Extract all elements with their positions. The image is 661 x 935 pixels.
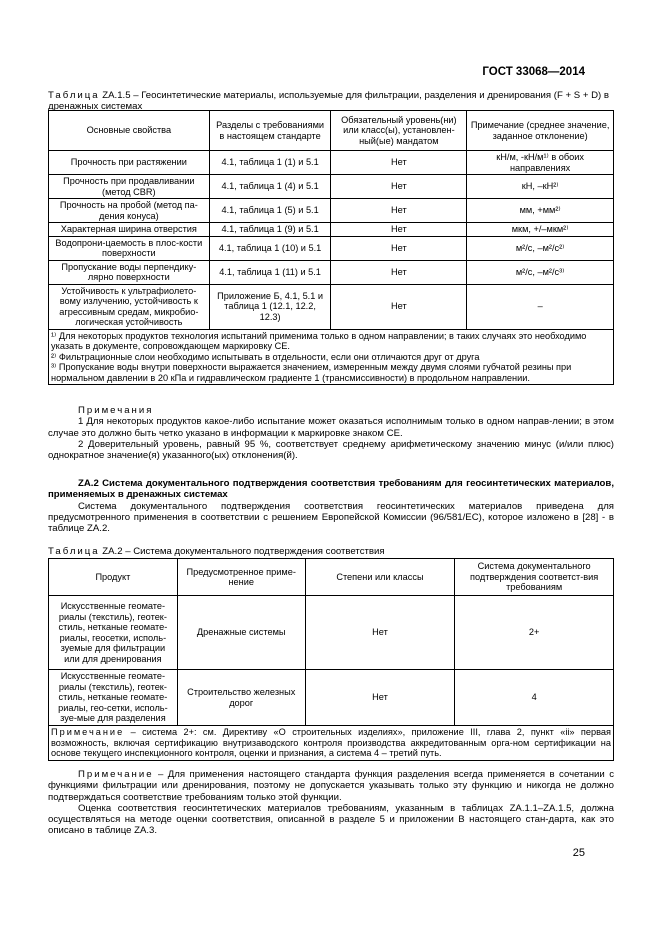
table-cell: – xyxy=(467,284,614,329)
table-cell: Искусственные геомате-риалы (текстиль), геотек-стиль, нетканые геомате-риалы, гео-сетки, исполь-зуе-мые для разделения xyxy=(49,670,178,726)
footnote: ¹⁾ Для некоторых продуктов технология испытаний применима только в одном направлении; в таких случаях это необходимо указать в документе, сопровождающем маркировку CE. xyxy=(51,330,587,352)
table1-caption-text: ZA.1.5 – Геосинтетические материалы, используемые для фильтрации, разделения и дренирования (F + S + D) в дренажных системах xyxy=(48,90,609,112)
table-row xyxy=(49,175,614,199)
table2-caption xyxy=(48,546,614,557)
notes1-block xyxy=(48,405,614,461)
table-cell: Приложение Б, 4.1, 5.1 и таблица 1 (12.1, 12.2, 12.3) xyxy=(209,284,331,329)
table-row xyxy=(49,670,614,726)
page-number: 25 xyxy=(572,847,585,859)
table-cell: м²/с, –м²/с²⁾ xyxy=(467,236,614,260)
table2-note-row xyxy=(49,726,614,761)
table1 xyxy=(48,110,614,385)
table-row xyxy=(49,223,614,237)
footnote: ³⁾ Пропускание воды внутри поверхности выражается значением, измеренным между двумя слоями губчатой резины при нормальном давлении в 20 кПа и гидравлическом градиенте 1 (трансмиссивности) в продольном направлении. xyxy=(51,362,572,383)
table-cell: 2+ xyxy=(455,596,614,670)
table1-caption-word: Таблица xyxy=(48,90,100,101)
table-cell: Дренажные системы xyxy=(177,596,305,670)
table2-note-word: Примечание xyxy=(51,727,125,737)
table-row xyxy=(49,151,614,175)
table-cell: Нет xyxy=(331,284,467,329)
table1-caption xyxy=(48,90,614,112)
table-cell: Прочность при продавливании (метод CBR) xyxy=(49,175,210,199)
table-row xyxy=(49,260,614,284)
table-row xyxy=(49,596,614,670)
table2-caption-text: ZA.2 – Система документального подтверждения соответствия xyxy=(99,546,385,557)
notes1-title: Примечания xyxy=(78,405,154,416)
footnote: ²⁾ Фильтрационные слои необходимо испытывать в отдельности, если они отличаются друг от друга xyxy=(51,351,480,362)
note2-block xyxy=(48,769,614,837)
table-cell: Нет xyxy=(331,151,467,175)
table-cell: Нет xyxy=(331,260,467,284)
section-heading: ZA.2 Система документального подтверждения соответствия требованиям для геосинтетических материалов, применяемых в дренажных системах xyxy=(48,478,614,501)
table1-footnotes xyxy=(49,329,614,385)
section-text: Система документального подтверждения соответствия геосинтетических материалов приведена для предусмотренного применения в соответствии с решением Европейской Комиссии (96/581/EC), которое изложено в [28] - в таблице ZA.2. xyxy=(48,500,614,535)
table-cell: Искусственные геомате-риалы (текстиль), геотек-стиль, нетканые геомате-риалы, геосетки, исполь-зуемые для фильтрации или для дренирования xyxy=(49,596,178,670)
table2 xyxy=(48,558,614,761)
table-row xyxy=(49,236,614,260)
table-cell: 4.1, таблица 1 (9) и 5.1 xyxy=(209,223,331,237)
table-cell: м²/с, –м²/с³⁾ xyxy=(467,260,614,284)
table-cell: 4.1, таблица 1 (5) и 5.1 xyxy=(209,199,331,223)
table-cell: 4 xyxy=(455,670,614,726)
document-id: ГОСТ 33068—2014 xyxy=(482,66,585,78)
table-cell: Характерная ширина отверстия xyxy=(49,223,210,237)
table2-header: Предусмотренное приме-нение xyxy=(177,559,305,596)
table-cell: кН, –кН²⁾ xyxy=(467,175,614,199)
final-paragraph: Оценка соответствия геосинтетических материалов требованиям, указанным в таблицах ZA.1.1–ZA.1.5, должна осуществляться на методе оценки соответствия, описанной в разделе 5 и приложении В настоящего стан-дарта, как это описано в таблице ZA.3. xyxy=(48,802,614,837)
table-cell: 4.1, таблица 1 (11) и 5.1 xyxy=(209,260,331,284)
table1-header: Обязательный уровень(ни) или класс(ы), установлен-ный(ые) мандатом xyxy=(331,111,467,151)
table2-header: Степени или классы xyxy=(305,559,455,596)
table-cell: Строительство железных дорог xyxy=(177,670,305,726)
table-cell: Нет xyxy=(331,223,467,237)
note2-paragraph xyxy=(48,769,614,803)
table-cell: Нет xyxy=(305,670,455,726)
table1-footnotes-row xyxy=(49,329,614,385)
table-cell: Устойчивость к ультрафиолето-вому излучению, устойчивость к агрессивным средам, микробио-логическая устойчивость xyxy=(49,284,210,329)
table-cell: Нет xyxy=(331,199,467,223)
table-cell: Прочность при растяжении xyxy=(49,151,210,175)
table-cell: 4.1, таблица 1 (1) и 5.1 xyxy=(209,151,331,175)
table-row xyxy=(49,284,614,329)
table1-header-row xyxy=(49,111,614,151)
table1-header: Основные свойства xyxy=(49,111,210,151)
table-cell: Нет xyxy=(331,175,467,199)
table1-header: Примечание (среднее значение, заданное отклонение) xyxy=(467,111,614,151)
table2-header: Система документального подтверждения соответст-вия требованиям xyxy=(455,559,614,596)
table-cell: Водопрони-цаемость в плос-кости поверхности xyxy=(49,236,210,260)
table-cell: Нет xyxy=(331,236,467,260)
table-cell: мм, +мм²⁾ xyxy=(467,199,614,223)
note2-word: Примечание xyxy=(78,769,154,780)
table-cell: Прочность на пробой (метод па-дения конуса) xyxy=(49,199,210,223)
notes1-item: 2 Доверительный уровень, равный 95 %, соответствует среднему арифметическому значению минус (и/или плюс) однократное значение(я) указанного(ых) отклонения(й). xyxy=(48,438,614,462)
table-cell: 4.1, таблица 1 (10) и 5.1 xyxy=(209,236,331,260)
section-za2 xyxy=(48,478,614,534)
notes1-item: 1 Для некоторых продуктов какое-либо испытание может оказаться исполнимым только в одном направ-лении; в этом случае это должно быть четко указано в информации к маркировке знаком CE. xyxy=(48,416,614,439)
table-cell: Пропускание воды перпендику-лярно поверхности xyxy=(49,260,210,284)
note2-text: – Для применения настоящего стандарта функция разделения всегда применяется в сочетании с функциями фильтрации или дренирования, поэтому не допускается указывать только эту функцию и никогда не должно подтверждаться соответствие требованиям только этой функции. xyxy=(48,769,614,803)
table-cell: Нет xyxy=(305,596,455,670)
table2-header-row xyxy=(49,559,614,596)
table2-header: Продукт xyxy=(49,559,178,596)
table2-caption-word: Таблица xyxy=(48,546,100,557)
table-row xyxy=(49,199,614,223)
table1-header: Разделы с требованиями в настоящем стандарте xyxy=(209,111,331,151)
table-cell: 4.1, таблица 1 (4) и 5.1 xyxy=(209,175,331,199)
table2-note xyxy=(49,726,614,761)
table-cell: мкм, +/–мкм²⁾ xyxy=(467,223,614,237)
table-cell: кН/м, -кН/м¹⁾ в обоих направлениях xyxy=(467,151,614,175)
table2-note-text: – система 2+: см. Директиву «О строительных изделиях», приложение III, глава 2, пункт «ii» первая возможность, включая сертификацию внутризаводского контроля производства аккредитованным орга-ном сертификации на основе текущего инспекционного контроля, оценки и признания, а система 4 – третий путь. xyxy=(51,727,611,758)
